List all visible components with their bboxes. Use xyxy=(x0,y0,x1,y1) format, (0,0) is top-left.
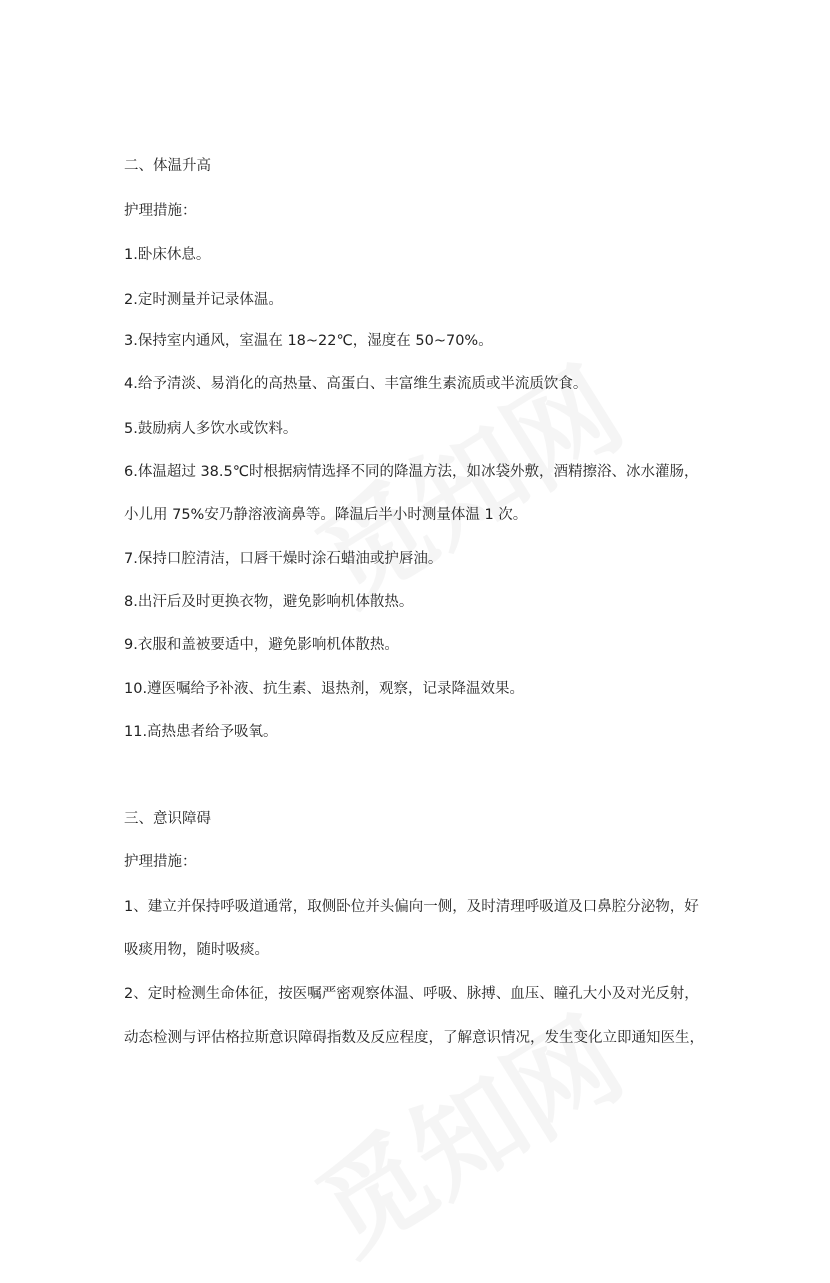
list-item: 11.高热患者给予吸氧。 xyxy=(124,724,278,740)
list-item: 小儿用 75%安乃静溶液滴鼻等。降温后半小时测量体温 1 次。 xyxy=(124,507,528,523)
section-label: 护理措施： xyxy=(124,854,197,870)
list-item: 2、定时检测生命体征，按医嘱严密观察体温、呼吸、脉搏、血压、瞳孔大小及对光反射， xyxy=(124,986,699,1002)
list-item: 10.遵医嘱给予补液、抗生素、退热剂，观察，记录降温效果。 xyxy=(124,681,525,697)
list-item: 3.保持室内通风，室温在 18~22℃，湿度在 50~70%。 xyxy=(124,333,493,349)
list-item: 6.体温超过 38.5℃时根据病情选择不同的降温方法，如冰袋外敷，酒精擦浴、冰水灌肠， xyxy=(124,464,699,480)
list-item: 8.出汗后及时更换衣物，避免影响机体散热。 xyxy=(124,594,414,610)
list-item: 4.给予清淡、易消化的高热量、高蛋白、丰富维生素流质或半流质饮食。 xyxy=(124,376,588,392)
watermark xyxy=(283,975,647,1283)
list-item: 1.卧床休息。 xyxy=(124,247,211,263)
list-item: 动态检测与评估格拉斯意识障碍指数及反应程度，了解意识情况，发生变化立即通知医生， xyxy=(124,1030,704,1046)
list-item: 吸痰用物，随时吸痰。 xyxy=(124,942,269,958)
list-item: 7.保持口腔清洁，口唇干燥时涂石蜡油或护唇油。 xyxy=(124,551,443,567)
section-heading: 三、意识障碍 xyxy=(124,811,211,827)
section-heading: 二、体温升高 xyxy=(124,158,211,174)
list-item: 2.定时测量并记录体温。 xyxy=(124,292,283,308)
list-item: 5.鼓励病人多饮水或饮料。 xyxy=(124,421,298,437)
list-item: 1、建立并保持呼吸道通常，取侧卧位并头偏向一侧，及时清理呼吸道及口鼻腔分泌物，好 xyxy=(124,899,699,915)
section-label: 护理措施： xyxy=(124,203,197,219)
list-item: 9.衣服和盖被要适中，避免影响机体散热。 xyxy=(124,637,399,653)
